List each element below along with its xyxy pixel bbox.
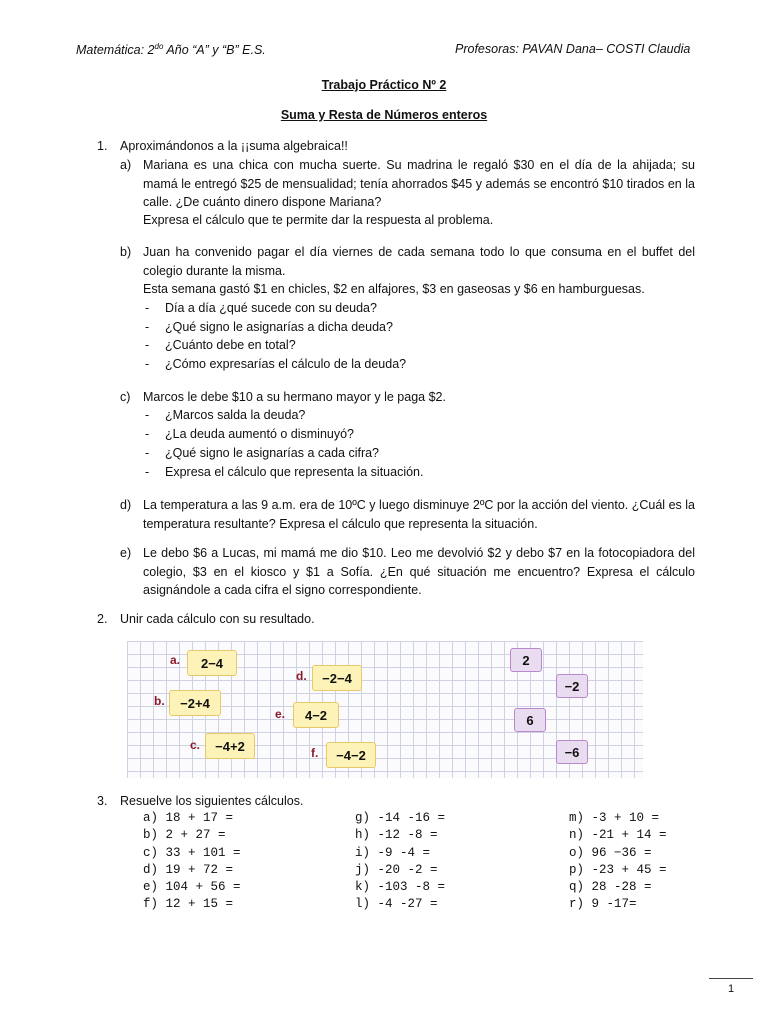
q1c-text: Marcos le debe $10 a su hermano mayor y le paga $2. xyxy=(143,390,446,404)
calc-item: o) 96 −36 = xyxy=(569,845,652,860)
page-number: 1 xyxy=(728,983,735,995)
calc-box[interactable]: −2−4 xyxy=(312,665,362,691)
q3-number: 3. xyxy=(97,794,108,808)
q1a-text: Mariana es una chica con mucha suerte. Su madrina le regaló $30 en el día de la ahijada; su mamá le entregó $25 de mensualidad; tenía ahorrados $45 y además se encontró $10 tirados en la calle. ¿De cuánto dinero dispone Mariana? xyxy=(143,158,695,209)
calc-label: a. xyxy=(170,653,181,667)
q1b-item: ¿Qué signo le asignarías a dicha deuda? xyxy=(165,320,393,334)
q1b-text2: Esta semana gastó $1 en chicles, $2 en alfajores, $3 en gaseosas y $6 en hamburguesas. xyxy=(143,282,645,296)
calc-label: e. xyxy=(275,707,286,721)
q1b-item: Día a día ¿qué sucede con su deuda? xyxy=(165,301,377,315)
calc-item: b) 2 + 27 = xyxy=(143,828,226,843)
calc-item: l) -4 -27 = xyxy=(355,897,438,912)
q1c-item: ¿Marcos salda la deuda? xyxy=(165,408,306,422)
dash: - xyxy=(145,320,150,334)
dash: - xyxy=(145,427,150,441)
result-box[interactable]: −6 xyxy=(556,740,588,764)
calc-item: e) 104 + 56 = xyxy=(143,880,241,895)
q1c-item: ¿Qué signo le asignarías a cada cifra? xyxy=(165,446,380,460)
calc-label: f. xyxy=(311,746,319,760)
dash: - xyxy=(145,465,150,479)
calc-item: i) -9 -4 = xyxy=(355,845,431,860)
calc-item: a) 18 + 17 = xyxy=(143,811,234,825)
calc-item: k) -103 -8 = xyxy=(355,880,446,895)
q1e-label: e) xyxy=(120,546,132,560)
page-subtitle: Suma y Resta de Números enteros xyxy=(280,108,488,122)
header-subject: Matemática: $2^{do}$ Año “A” y “B” E.S. xyxy=(76,42,266,58)
matching-grid xyxy=(127,641,643,778)
q3-text: Resuelve los siguientes cálculos. xyxy=(120,794,304,808)
calc-label: d. xyxy=(296,669,307,683)
q1d-label: d) xyxy=(120,498,132,512)
calc-item: q) 28 -28 = xyxy=(569,880,652,895)
q1e-text: Le debo $6 a Lucas, mi mamá me dio $10. Leo me devolvió $2 y debo $7 en la fotocopiadora del colegio, $3 en el kiosco y $1 a Sofía. ¿En qué situación me encuentro? Expresa el cálculo asignándole a cada cifra el signo correspondiente. xyxy=(143,546,695,597)
result-box[interactable]: −2 xyxy=(556,674,588,698)
result-box[interactable]: 6 xyxy=(514,708,546,732)
result-box[interactable]: 2 xyxy=(510,648,542,672)
calc-item: h) -12 -8 = xyxy=(355,828,438,843)
q1a-text2: Expresa el cálculo que te permite dar la respuesta al problema. xyxy=(143,213,494,227)
calc-item: d) 19 + 72 = xyxy=(143,862,234,877)
calc-box[interactable]: −2+4 xyxy=(169,690,221,716)
calc-item: p) -23 + 45 = xyxy=(569,862,667,877)
q1-number: 1. xyxy=(97,139,108,153)
q2-number: 2. xyxy=(97,612,108,626)
q1c-item: Expresa el cálculo que representa la situación. xyxy=(165,465,424,479)
q1b-item: ¿Cuánto debe en total? xyxy=(165,338,296,352)
q1b-label: b) xyxy=(120,245,132,259)
q1b-item: ¿Cómo expresarías el cálculo de la deuda? xyxy=(165,357,407,371)
q1-intro: Aproximándonos a la ¡¡suma algebraica!! xyxy=(120,139,348,153)
calc-item: r) 9 -17= xyxy=(569,897,637,912)
calc-item: j) -20 -2 = xyxy=(355,862,438,877)
calc-box[interactable]: 2−4 xyxy=(187,650,237,676)
q1c-item: ¿La deuda aumentó o disminuyó? xyxy=(165,427,355,441)
calc-label: c. xyxy=(190,738,201,752)
page-title: Trabajo Práctico Nº 2 xyxy=(321,78,447,92)
q1d-text: La temperatura a las 9 a.m. era de 10ºC y luego disminuye 2ºC por la acción del viento. ¿Cuál es la temperatura resultante? Expresa el cálculo que representa la situación. xyxy=(143,498,695,531)
calc-item: f) 12 + 15 = xyxy=(143,897,234,912)
dash: - xyxy=(145,338,150,352)
calc-column-2 xyxy=(355,810,445,914)
calc-box[interactable]: −4+2 xyxy=(205,733,255,759)
dash: - xyxy=(145,357,150,371)
dash: - xyxy=(145,446,150,460)
calc-box[interactable]: 4−2 xyxy=(293,702,339,728)
calc-column-3 xyxy=(569,810,667,914)
calc-label: b. xyxy=(154,694,165,708)
header-teachers: Profesoras: PAVAN Dana– COSTI Claudia xyxy=(455,42,691,56)
footer-rule xyxy=(709,978,753,979)
dash: - xyxy=(145,301,150,315)
q1a-label: a) xyxy=(120,158,132,172)
q1c-label: c) xyxy=(120,390,131,404)
q1b-text: Juan ha convenido pagar el día viernes de cada semana todo lo que consuma en el buffet del colegio durante la misma. xyxy=(143,245,695,278)
calc-column-1 xyxy=(143,810,241,914)
calc-item: c) 33 + 101 = xyxy=(143,845,241,860)
dash: - xyxy=(145,408,150,422)
calc-box[interactable]: −4−2 xyxy=(326,742,376,768)
calc-item: g) -14 -16 = xyxy=(355,811,446,825)
calc-item: n) -21 + 14 = xyxy=(569,828,667,843)
calc-item: m) -3 + 10 = xyxy=(569,811,660,825)
q2-text: Unir cada cálculo con su resultado. xyxy=(120,612,315,626)
